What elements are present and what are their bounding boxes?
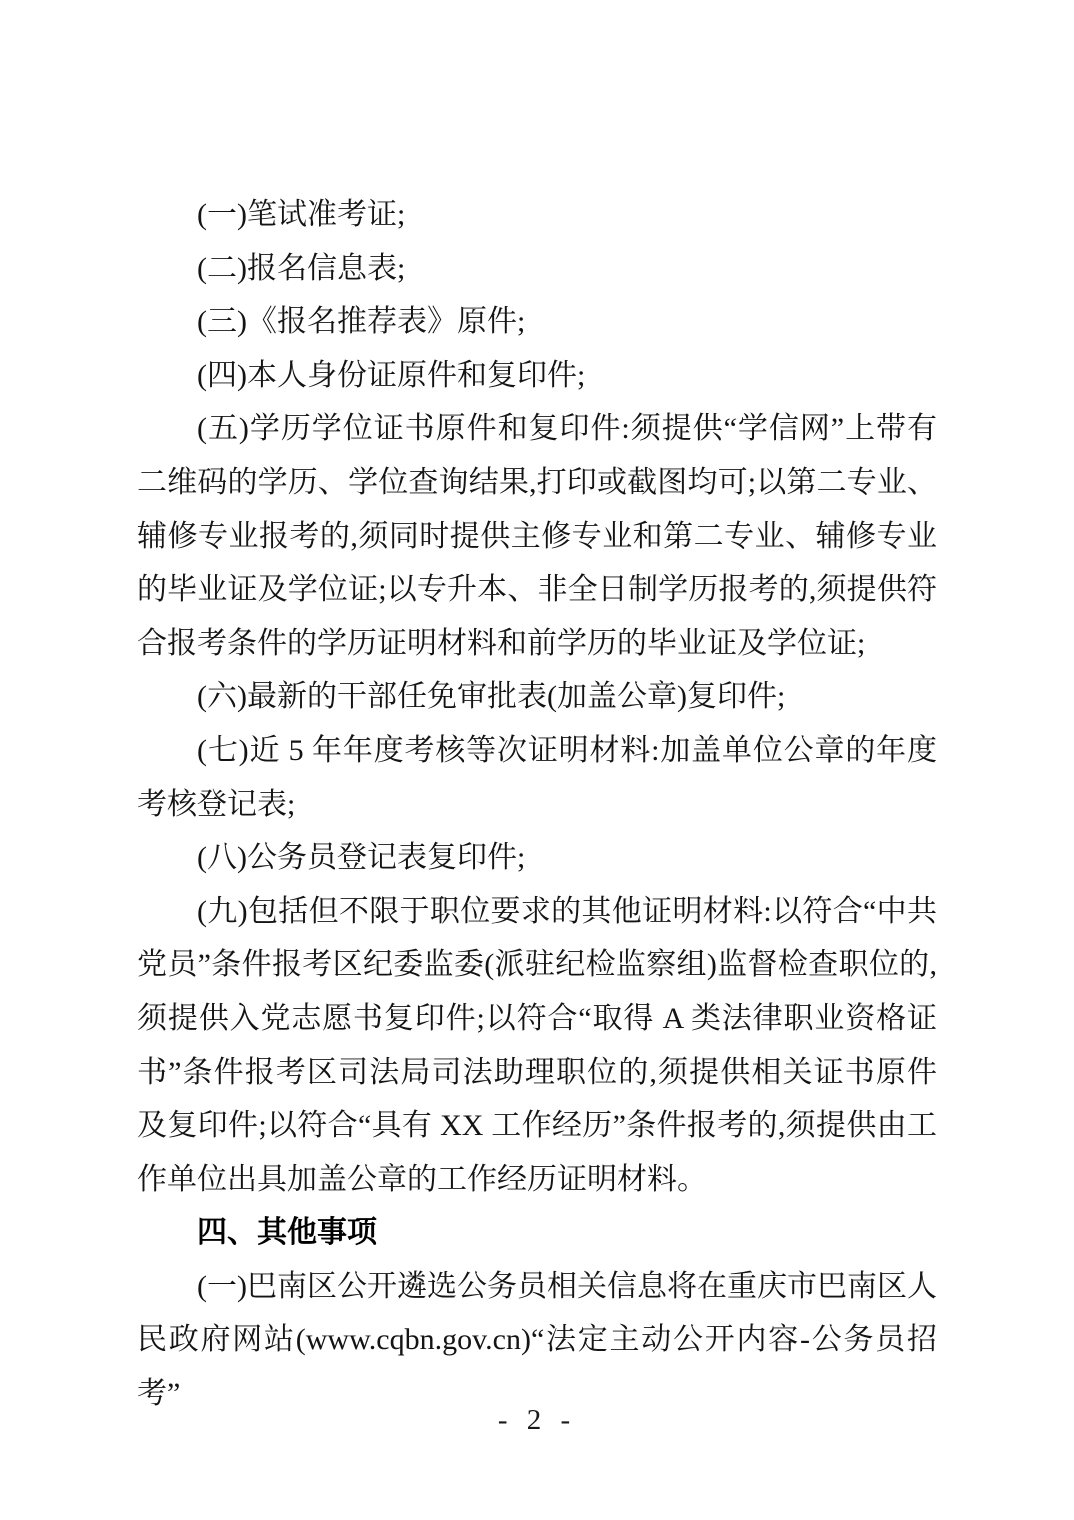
list-item-8: (八)公务员登记表复印件;: [197, 841, 526, 875]
list-item-4: (四)本人身份证原件和复印件;: [197, 358, 586, 392]
list-item-9: (九)包括但不限于职位要求的其他证明材料:以符合“中共党员”条件报考区纪委监委(派驻纪检监察组)监督检查职位的,须提供入党志愿书复印件;以符合“取得 A 类法律职业资格证书”条件报考区司法局司法助理职位的,须提供相关证书原件及复印件;以符合“具有 XX 工作经历”条件报考的,须提供由工作单位出具加盖公章的工作经历证明材料。: [137, 894, 937, 1196]
list-item-7: (七)近 5 年年度考核等次证明材料:加盖单位公章的年度考核登记表;: [137, 733, 937, 821]
list-item-6: (六)最新的干部任免审批表(加盖公章)复印件;: [197, 680, 786, 714]
list-item-1: (一)笔试准考证;: [197, 198, 406, 231]
list-item-2: (二)报名信息表;: [197, 251, 406, 285]
closing-paragraph: (一)巴南区公开遴选公务员相关信息将在重庆市巴南区人民政府网站(www.cqbn.gov.cn)“法定主动公开内容-公务员招考”: [137, 1269, 937, 1411]
section-heading: 四、其他事项: [197, 1216, 377, 1250]
list-item-5: (五)学历学位证书原件和复印件:须提供“学信网”上带有二维码的学历、学位查询结果,打印或截图均可;以第二专业、辅修专业报考的,须同时提供主修专业和第二专业、辅修专业的毕业证及学位证;以专升本、非全日制学历报考的,须提供符合报考条件的学历证明材料和前学历的毕业证及学位证;: [137, 412, 937, 660]
list-item-3: (三)《报名推荐表》原件;: [197, 305, 526, 339]
page-number: - 2 -: [497, 1404, 577, 1436]
document-body: [137, 188, 937, 1421]
